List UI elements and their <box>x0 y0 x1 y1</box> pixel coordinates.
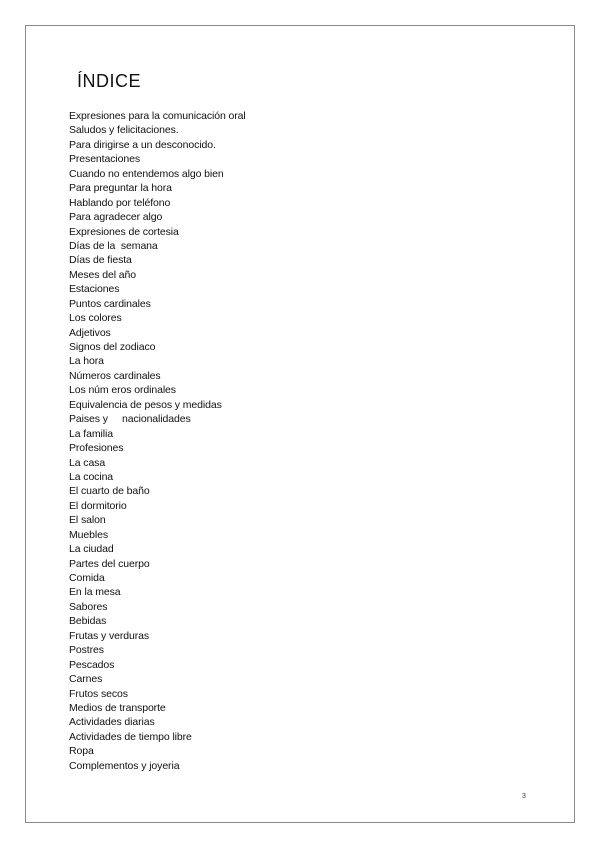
toc-entry: Puntos cardinales <box>69 297 151 310</box>
toc-entry: Pescados <box>69 658 115 671</box>
toc-entry: El cuarto de baño <box>69 485 150 498</box>
toc-entry: Adjetivos <box>69 326 111 339</box>
toc-entry: La cocina <box>69 470 114 483</box>
toc-entry: Medios de transporte <box>69 701 166 714</box>
toc-entry: Paises y nacionalidades <box>69 413 191 426</box>
toc-entry: Cuando no entendemos algo bien <box>69 167 224 180</box>
toc-entry: Comida <box>69 572 105 584</box>
toc-entry: Para dirigirse a un desconocido. <box>69 138 216 151</box>
toc-entry: Signos del zodiaco <box>69 341 156 353</box>
toc-entry: El dormitorio <box>69 499 127 512</box>
toc-entry: Los colores <box>69 312 122 325</box>
toc-entry: Partes del cuerpo <box>69 557 150 570</box>
toc-entry: En la mesa <box>69 586 121 599</box>
toc-entry: Equivalencia de pesos y medidas <box>69 398 222 411</box>
toc-entry: Complementos y joyeria <box>69 759 180 772</box>
toc-entry: La ciudad <box>69 543 114 556</box>
toc-entry: La familia <box>69 427 113 440</box>
table-of-contents <box>69 109 246 773</box>
toc-entry: Postres <box>69 644 104 657</box>
toc-entry: Presentaciones <box>69 153 140 166</box>
toc-entry: El salon <box>69 514 106 527</box>
toc-entry: Profesiones <box>69 442 124 455</box>
toc-entry: Días de la semana <box>69 239 158 252</box>
toc-entry: Los núm eros ordinales <box>69 384 176 397</box>
toc-entry: Expresiones de cortesia <box>69 225 179 238</box>
toc-entry: Estaciones <box>69 283 120 296</box>
toc-entry: Para preguntar la hora <box>69 182 172 195</box>
toc-entry: La casa <box>69 456 106 469</box>
toc-entry: Frutos secos <box>69 687 128 700</box>
toc-entry: Hablando por teléfono <box>69 196 171 209</box>
toc-entry: Actividades diarias <box>69 716 155 729</box>
toc-entry: Sabores <box>69 600 108 613</box>
page-number: 3 <box>522 793 526 800</box>
toc-entry: Muebles <box>69 528 108 541</box>
toc-entry: Bebidas <box>69 615 107 628</box>
toc-entry: Actividades de tiempo libre <box>69 730 192 743</box>
toc-entry: Frutas y verduras <box>69 629 149 642</box>
toc-entry: Expresiones para la comunicación oral <box>69 110 246 122</box>
document-page <box>25 25 575 823</box>
toc-entry: Meses del año <box>69 268 136 281</box>
toc-entry: Saludos y felicitaciones. <box>69 124 179 137</box>
toc-entry: Carnes <box>69 673 103 686</box>
page-title: ÍNDICE <box>77 71 142 91</box>
toc-entry: Para agradecer algo <box>69 211 163 224</box>
toc-entry: Ropa <box>69 745 94 758</box>
toc-entry: Números cardinales <box>69 369 161 382</box>
toc-entry: Días de fiesta <box>69 254 132 267</box>
toc-entry: La hora <box>69 355 104 368</box>
